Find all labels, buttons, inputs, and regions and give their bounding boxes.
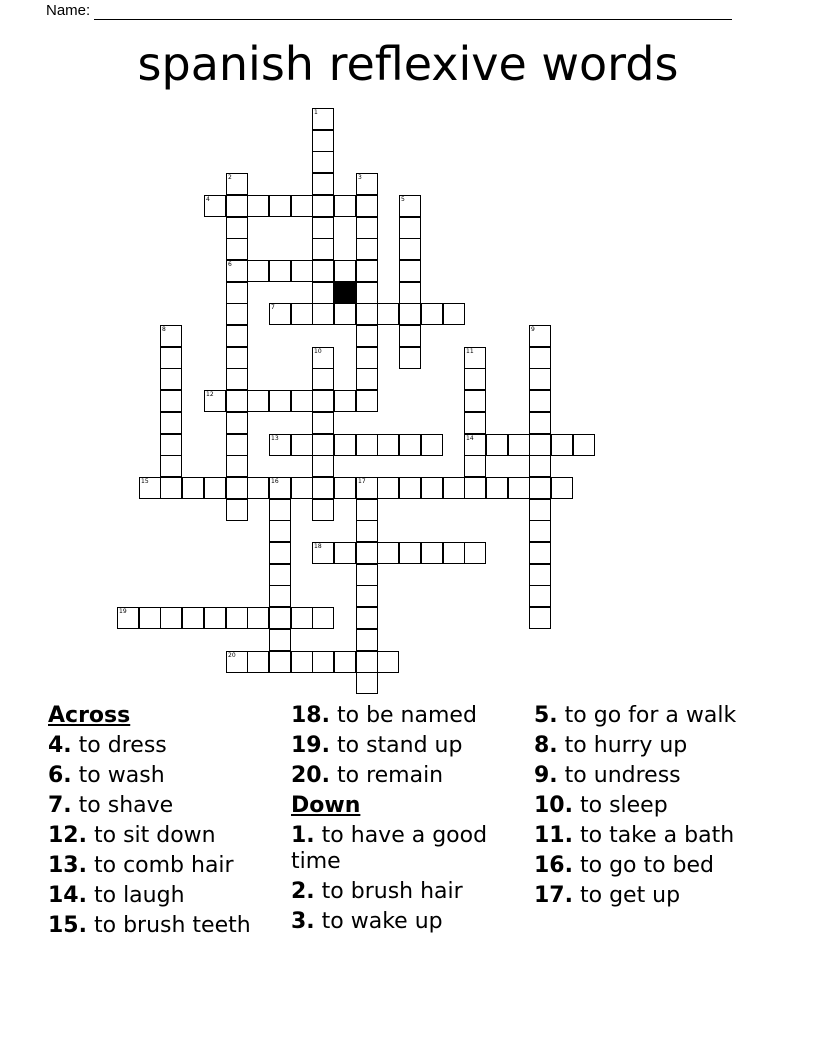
crossword-cell[interactable] <box>269 434 291 456</box>
clue-item <box>291 733 526 759</box>
cell-number: 8 <box>162 326 166 333</box>
crossword-cell[interactable] <box>269 607 291 629</box>
crossword-cell[interactable] <box>117 607 139 629</box>
crossword-cell[interactable] <box>226 282 248 304</box>
crossword-cell[interactable] <box>356 303 378 325</box>
clues-column-1 <box>48 703 283 943</box>
crossword-cell[interactable] <box>312 260 334 282</box>
crossword-cell[interactable] <box>334 260 356 282</box>
crossword-cell[interactable] <box>269 499 291 521</box>
crossword-cell[interactable] <box>356 542 378 564</box>
clue-item <box>534 733 784 759</box>
clue-item <box>534 703 784 729</box>
crossword-cell[interactable] <box>226 434 248 456</box>
crossword-cell[interactable] <box>139 607 161 629</box>
crossword-cell[interactable] <box>247 651 269 673</box>
crossword-cell[interactable] <box>312 412 334 434</box>
clue-text: to go for a walk <box>564 703 737 728</box>
cell-number: 11 <box>466 348 474 355</box>
clue-number: 16. <box>534 853 573 878</box>
crossword-cell[interactable] <box>399 434 421 456</box>
clue-text: to go to bed <box>579 853 715 878</box>
crossword-cell[interactable] <box>443 477 465 499</box>
cell-number: 7 <box>271 304 275 311</box>
clue-number: 11. <box>534 823 573 848</box>
clue-item <box>48 823 283 849</box>
crossword-cell[interactable] <box>226 368 248 390</box>
crossword-cell[interactable] <box>226 607 248 629</box>
crossword-cell[interactable] <box>247 477 269 499</box>
crossword-cell[interactable] <box>356 564 378 586</box>
crossword-cell[interactable] <box>312 542 334 564</box>
across-heading: Across <box>48 703 131 728</box>
clue-text: to stand up <box>336 733 463 758</box>
crossword-cell[interactable] <box>486 434 508 456</box>
clue-text: to wash <box>78 763 165 788</box>
crossword-cell[interactable] <box>356 325 378 347</box>
crossword-cell[interactable] <box>399 303 421 325</box>
cell-number: 14 <box>466 435 474 442</box>
crossword-cell[interactable] <box>312 347 334 369</box>
crossword-cell[interactable] <box>204 477 226 499</box>
crossword-cell[interactable] <box>226 217 248 239</box>
crossword-cell[interactable] <box>529 455 551 477</box>
cell-number: 9 <box>531 326 535 333</box>
crossword-cell[interactable] <box>529 607 551 629</box>
crossword-cell[interactable] <box>399 542 421 564</box>
crossword-cell[interactable] <box>204 390 226 412</box>
clue-item <box>534 853 784 879</box>
crossword-cell[interactable] <box>291 434 313 456</box>
crossword-cell[interactable] <box>312 455 334 477</box>
cell-number: 20 <box>228 652 236 659</box>
crossword-cell[interactable] <box>399 217 421 239</box>
crossword-cell[interactable] <box>464 542 486 564</box>
crossword-cell[interactable] <box>269 564 291 586</box>
crossword-cell[interactable] <box>312 607 334 629</box>
crossword-cell[interactable] <box>160 434 182 456</box>
clue-text: to get up <box>579 883 681 908</box>
crossword-cell[interactable] <box>269 542 291 564</box>
clue-item <box>291 909 526 935</box>
clue-text: to take a bath <box>579 823 735 848</box>
crossword-cell[interactable] <box>247 390 269 412</box>
crossword-cell[interactable] <box>160 347 182 369</box>
crossword-cell[interactable] <box>464 412 486 434</box>
crossword-cell[interactable] <box>356 607 378 629</box>
clue-text: to shave <box>78 793 174 818</box>
crossword-cell[interactable] <box>226 303 248 325</box>
crossword-cell[interactable] <box>334 434 356 456</box>
crossword-cell[interactable] <box>312 477 334 499</box>
crossword-cell[interactable] <box>247 260 269 282</box>
crossword-cell[interactable] <box>399 477 421 499</box>
clue-number: 18. <box>291 703 330 728</box>
cell-number: 16 <box>271 478 279 485</box>
crossword-cell[interactable] <box>421 303 443 325</box>
crossword-cell[interactable] <box>312 282 334 304</box>
crossword-cell[interactable] <box>226 412 248 434</box>
cell-number: 3 <box>358 174 362 181</box>
clue-item <box>48 853 283 879</box>
cell-number: 17 <box>358 478 366 485</box>
clue-text: to comb hair <box>93 853 234 878</box>
crossword-cell[interactable] <box>226 455 248 477</box>
clue-item <box>48 763 283 789</box>
crossword-cell[interactable] <box>529 368 551 390</box>
crossword-cell[interactable] <box>312 195 334 217</box>
clue-item <box>534 763 784 789</box>
crossword-cell[interactable] <box>356 390 378 412</box>
crossword-cell[interactable] <box>226 499 248 521</box>
crossword-cell[interactable] <box>226 651 248 673</box>
crossword-cell[interactable] <box>291 390 313 412</box>
clue-number: 19. <box>291 733 330 758</box>
clue-item <box>534 793 784 819</box>
crossword-cell[interactable] <box>529 325 551 347</box>
crossword-cell[interactable] <box>226 477 248 499</box>
crossword-cell[interactable] <box>356 672 378 694</box>
crossword-cell[interactable] <box>356 282 378 304</box>
crossword-cell[interactable] <box>464 390 486 412</box>
clue-item <box>534 883 784 909</box>
crossword-cell[interactable] <box>334 195 356 217</box>
crossword-cell[interactable] <box>226 347 248 369</box>
clue-item <box>291 823 526 875</box>
clue-number: 10. <box>534 793 573 818</box>
clue-text: to hurry up <box>564 733 688 758</box>
clue-item <box>48 793 283 819</box>
crossword-cell[interactable] <box>226 390 248 412</box>
crossword-cell[interactable] <box>399 260 421 282</box>
crossword-cell[interactable] <box>377 477 399 499</box>
crossword-cell[interactable] <box>160 368 182 390</box>
clue-number: 17. <box>534 883 573 908</box>
crossword-cell[interactable] <box>421 477 443 499</box>
clue-number: 20. <box>291 763 330 788</box>
crossword-cell[interactable] <box>269 651 291 673</box>
clue-number: 12. <box>48 823 87 848</box>
cell-number: 2 <box>228 174 232 181</box>
crossword-cell[interactable] <box>399 195 421 217</box>
clue-number: 7. <box>48 793 72 818</box>
crossword-cell[interactable] <box>573 434 595 456</box>
clue-number: 14. <box>48 883 87 908</box>
cell-number: 6 <box>228 261 232 268</box>
crossword-cell[interactable] <box>226 195 248 217</box>
crossword-cell[interactable] <box>334 390 356 412</box>
crossword-cell[interactable] <box>160 455 182 477</box>
clue-item <box>291 763 526 789</box>
crossword-cell[interactable] <box>291 260 313 282</box>
crossword-cell[interactable] <box>356 368 378 390</box>
crossword-cell[interactable] <box>269 260 291 282</box>
clue-text: to sleep <box>579 793 668 818</box>
crossword-cell[interactable] <box>204 607 226 629</box>
crossword-cell[interactable] <box>269 390 291 412</box>
crossword-cell[interactable] <box>399 238 421 260</box>
clue-text: to brush teeth <box>93 913 251 938</box>
crossword-cell[interactable] <box>182 477 204 499</box>
crossword-cell[interactable] <box>291 607 313 629</box>
crossword-cell[interactable] <box>312 390 334 412</box>
cell-number: 13 <box>271 435 279 442</box>
clue-number: 1. <box>291 823 315 848</box>
clue-number: 3. <box>291 909 315 934</box>
crossword-cell[interactable] <box>529 542 551 564</box>
cell-number: 10 <box>314 348 322 355</box>
crossword-cell[interactable] <box>356 195 378 217</box>
crossword-cell[interactable] <box>421 434 443 456</box>
crossword-cell[interactable] <box>529 520 551 542</box>
crossword-black-cell <box>334 282 356 304</box>
crossword-cell[interactable] <box>226 325 248 347</box>
crossword-cell[interactable] <box>399 347 421 369</box>
clue-text: to remain <box>336 763 444 788</box>
crossword-cell[interactable] <box>443 542 465 564</box>
crossword-cell[interactable] <box>486 477 508 499</box>
crossword-cell[interactable] <box>529 412 551 434</box>
clue-item <box>291 879 526 905</box>
cell-number: 15 <box>141 478 149 485</box>
clue-number: 4. <box>48 733 72 758</box>
crossword-cell[interactable] <box>377 434 399 456</box>
clue-number: 9. <box>534 763 558 788</box>
crossword-cell[interactable] <box>529 585 551 607</box>
crossword-cell[interactable] <box>334 303 356 325</box>
crossword-cell[interactable] <box>312 217 334 239</box>
crossword-cell[interactable] <box>312 499 334 521</box>
crossword-cell[interactable] <box>356 238 378 260</box>
crossword-cell[interactable] <box>269 303 291 325</box>
crossword-cell[interactable] <box>399 325 421 347</box>
crossword-cell[interactable] <box>182 607 204 629</box>
crossword-cell[interactable] <box>247 195 269 217</box>
crossword-cell[interactable] <box>356 520 378 542</box>
crossword-cell[interactable] <box>334 651 356 673</box>
crossword-cell[interactable] <box>529 477 551 499</box>
crossword-cell[interactable] <box>464 368 486 390</box>
crossword-cell[interactable] <box>312 173 334 195</box>
crossword-cell[interactable] <box>312 434 334 456</box>
clue-number: 13. <box>48 853 87 878</box>
crossword-cell[interactable] <box>291 477 313 499</box>
crossword-cell[interactable] <box>291 651 313 673</box>
cell-number: 1 <box>314 109 318 116</box>
crossword-cell[interactable] <box>508 477 530 499</box>
crossword-cell[interactable] <box>356 651 378 673</box>
crossword-cell[interactable] <box>226 173 248 195</box>
crossword-cell[interactable] <box>464 477 486 499</box>
crossword-cell[interactable] <box>204 195 226 217</box>
crossword-cell[interactable] <box>356 217 378 239</box>
down-heading: Down <box>291 793 361 818</box>
crossword-cell[interactable] <box>160 607 182 629</box>
crossword-cell[interactable] <box>312 108 334 130</box>
crossword-cell[interactable] <box>443 303 465 325</box>
crossword-cell[interactable] <box>551 434 573 456</box>
crossword-cell[interactable] <box>399 282 421 304</box>
crossword-cell[interactable] <box>464 455 486 477</box>
crossword-cell[interactable] <box>160 390 182 412</box>
crossword-cell[interactable] <box>529 499 551 521</box>
crossword-cell[interactable] <box>160 325 182 347</box>
crossword-cell[interactable] <box>529 347 551 369</box>
crossword-cell[interactable] <box>334 477 356 499</box>
clue-text: to dress <box>78 733 167 758</box>
clue-item <box>291 703 526 729</box>
clue-item <box>48 733 283 759</box>
clue-text: to sit down <box>93 823 216 848</box>
crossword-cell[interactable] <box>551 477 573 499</box>
crossword-cell[interactable] <box>312 238 334 260</box>
crossword-cell[interactable] <box>508 434 530 456</box>
crossword-cell[interactable] <box>421 542 443 564</box>
clue-item <box>48 883 283 909</box>
crossword-cell[interactable] <box>291 303 313 325</box>
clue-number: 15. <box>48 913 87 938</box>
crossword-cell[interactable] <box>529 564 551 586</box>
crossword-cell[interactable] <box>312 368 334 390</box>
crossword-cell[interactable] <box>356 499 378 521</box>
cell-number: 5 <box>401 196 405 203</box>
crossword-cell[interactable] <box>226 238 248 260</box>
crossword-cell[interactable] <box>377 542 399 564</box>
clue-text: to be named <box>336 703 477 728</box>
crossword-cell[interactable] <box>356 260 378 282</box>
clues-column-2 <box>291 703 526 939</box>
clue-text: to brush hair <box>321 879 463 904</box>
crossword-cell[interactable] <box>312 130 334 152</box>
crossword-cell[interactable] <box>226 260 248 282</box>
crossword-cell[interactable] <box>529 390 551 412</box>
clue-item <box>534 823 784 849</box>
crossword-cell[interactable] <box>312 651 334 673</box>
clue-number: 6. <box>48 763 72 788</box>
crossword-cell[interactable] <box>356 629 378 651</box>
clue-text: to laugh <box>93 883 185 908</box>
crossword-cell[interactable] <box>356 347 378 369</box>
crossword-cell[interactable] <box>312 303 334 325</box>
clue-number: 2. <box>291 879 315 904</box>
crossword-cell[interactable] <box>160 477 182 499</box>
clue-item <box>48 913 283 939</box>
crossword-cell[interactable] <box>269 629 291 651</box>
crossword-cell[interactable] <box>377 651 399 673</box>
clue-text: to wake up <box>321 909 443 934</box>
page-title: spanish reflexive words <box>137 37 679 91</box>
crossword-cell[interactable] <box>356 585 378 607</box>
crossword-cell[interactable] <box>269 195 291 217</box>
cell-number: 4 <box>206 196 210 203</box>
crossword-cell[interactable] <box>269 520 291 542</box>
cell-number: 12 <box>206 391 214 398</box>
crossword-cell[interactable] <box>334 542 356 564</box>
crossword-cell[interactable] <box>356 477 378 499</box>
crossword-cell[interactable] <box>291 195 313 217</box>
crossword-cell[interactable] <box>269 585 291 607</box>
cell-number: 18 <box>314 543 322 550</box>
clue-text: to undress <box>564 763 681 788</box>
clues-column-3 <box>534 703 784 913</box>
crossword-cell[interactable] <box>269 477 291 499</box>
crossword-cell[interactable] <box>247 607 269 629</box>
crossword-cell[interactable] <box>464 434 486 456</box>
crossword-cell[interactable] <box>160 412 182 434</box>
crossword-cell[interactable] <box>464 347 486 369</box>
crossword-cell[interactable] <box>356 434 378 456</box>
name-label: Name: <box>46 2 91 19</box>
crossword-cell[interactable] <box>529 434 551 456</box>
crossword-cell[interactable] <box>139 477 161 499</box>
clue-number: 5. <box>534 703 558 728</box>
crossword-cell[interactable] <box>377 303 399 325</box>
crossword-cell[interactable] <box>312 151 334 173</box>
clue-text: to have a good time <box>291 823 488 874</box>
clue-number: 8. <box>534 733 558 758</box>
crossword-cell[interactable] <box>356 173 378 195</box>
cell-number: 19 <box>119 608 127 615</box>
